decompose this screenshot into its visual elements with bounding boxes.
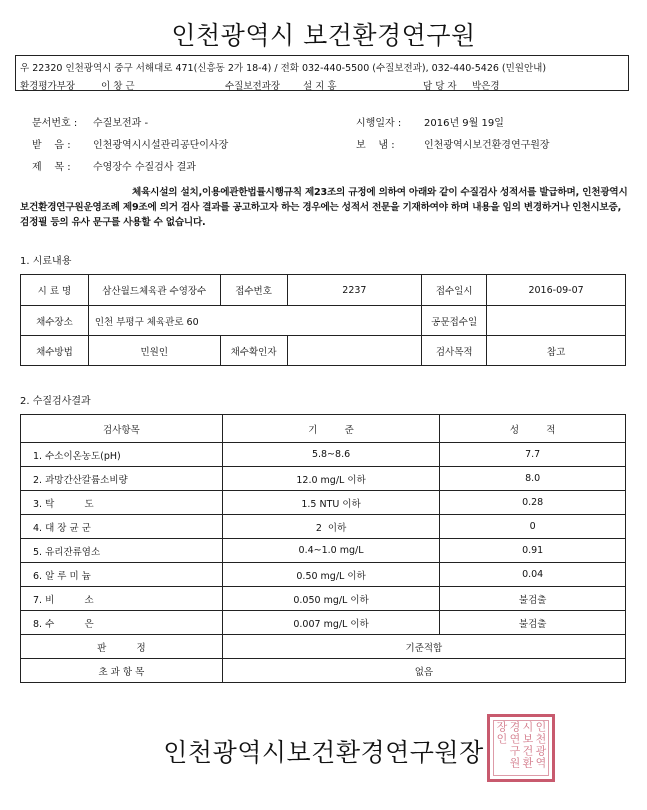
- public-date: [487, 306, 626, 336]
- judgement: 기준적합: [222, 635, 625, 659]
- body-paragraph: [20, 185, 628, 230]
- header-info-box: [15, 55, 629, 91]
- result-item: 6. 알 루 미 늄: [21, 563, 223, 587]
- result-standard: 0.050 mg/L 이하: [222, 587, 440, 611]
- result-standard: 2 이하: [222, 515, 440, 539]
- sample-row-1: [21, 275, 626, 306]
- body-text: 체육시설의 설치,이용에관한법률시행규칙 제23조의 규정에 의하여 아래와 같이 수질검사 성적서를 발급하며, 인천광역시보건환경연구원운영조례 제9조에 의거 검사 결과를 공고하고자 하는 경우에는 성적서 전문을 기재하여야 하며 내용을 임의 변경하거나 인천시보증, 검정필 등의 유사 문구를 사용할 수 없습니다.: [20, 187, 628, 228]
- exceed-row: [21, 659, 626, 683]
- result-item: 4. 대 장 균 군: [21, 515, 223, 539]
- result-item: 7. 비 소: [21, 587, 223, 611]
- header-standard: 기 준: [222, 415, 440, 443]
- result-item: 3. 탁 도: [21, 491, 223, 515]
- doc-no-label: 문서번호 :: [32, 118, 78, 129]
- result-value: 0.28: [440, 491, 626, 515]
- result-standard: 1.5 NTU 이하: [222, 491, 440, 515]
- section-1-heading: 1. 시료내용: [20, 256, 72, 267]
- results-header-row: [21, 415, 626, 443]
- result-item: 1. 수소이온농도(pH): [21, 443, 223, 467]
- sender-label: 보 냄 :: [356, 140, 395, 151]
- sample-table: [20, 274, 626, 366]
- result-item: 2. 과망간산칼륨소비량: [21, 467, 223, 491]
- result-standard: 0.4~1.0 mg/L: [222, 539, 440, 563]
- result-value: 0.04: [440, 563, 626, 587]
- sample-row-3: [21, 336, 626, 366]
- result-item: 8. 수 은: [21, 611, 223, 635]
- table-row: [21, 515, 626, 539]
- doc-no: 수질보전과 -: [93, 118, 149, 129]
- official-seal-stamp: [487, 714, 555, 782]
- staff-name-1: 이 창 근: [101, 81, 135, 92]
- result-value: 7.7: [440, 443, 626, 467]
- staff-role-3: 담 당 자: [423, 81, 457, 92]
- judgement-label: 판 정: [21, 635, 223, 659]
- recipient: 인천광역시시설관리공단이사장: [93, 140, 229, 151]
- document-title: 인천광역시 보건환경연구원: [171, 21, 476, 50]
- confirm-label: 채수확인자: [220, 336, 287, 366]
- address-line: 우 22320 인천광역시 중구 서해대로 471(신흥동 2가 18-4) / 전화 032-440-5500 (수질보전과), 032-440-5426 (민원안내): [20, 63, 547, 74]
- recv-date: 2016-09-07: [487, 275, 626, 306]
- staff-name-2: 설 지 홍: [303, 81, 337, 92]
- method-label: 채수방법: [21, 336, 89, 366]
- staff-name-3: 박은경: [472, 81, 500, 92]
- recipient-label: 받 음 :: [32, 140, 71, 151]
- method: 민원인: [88, 336, 220, 366]
- date-label: 시행일자 :: [356, 118, 402, 129]
- subject: 수영장수 수질검사 결과: [93, 162, 196, 173]
- result-standard: 12.0 mg/L 이하: [222, 467, 440, 491]
- table-row: [21, 467, 626, 491]
- sample-name-label: 시 료 명: [21, 275, 89, 306]
- result-standard: 0.50 mg/L 이하: [222, 563, 440, 587]
- recv-no: 2237: [287, 275, 422, 306]
- judgement-row: [21, 635, 626, 659]
- subject-label: 제 목 :: [32, 162, 71, 173]
- table-row: [21, 563, 626, 587]
- table-row: [21, 611, 626, 635]
- date: 2016년 9월 19일: [424, 118, 504, 129]
- header-result: 성 적: [440, 415, 626, 443]
- result-value: 0: [440, 515, 626, 539]
- footer-signature-title: 인천광역시보건환경연구원장: [163, 738, 484, 767]
- recv-date-label: 접수일시: [422, 275, 487, 306]
- table-row: [21, 539, 626, 563]
- public-date-label: 공문접수일: [422, 306, 487, 336]
- result-item: 5. 유리잔류염소: [21, 539, 223, 563]
- place: 인천 부평구 체육관로 60: [88, 306, 421, 336]
- sample-row-2: [21, 306, 626, 336]
- result-value: 8.0: [440, 467, 626, 491]
- result-value: 불검출: [440, 587, 626, 611]
- results-table: [20, 414, 626, 683]
- section-2-heading: 2. 수질검사결과: [20, 396, 91, 407]
- staff-role-2: 수질보전과장: [225, 81, 281, 92]
- staff-role-1: 환경평가부장: [20, 81, 76, 92]
- result-standard: 0.007 mg/L 이하: [222, 611, 440, 635]
- purpose: 참고: [487, 336, 626, 366]
- exceed-label: 초 과 항 목: [21, 659, 223, 683]
- result-standard: 5.8~8.6: [222, 443, 440, 467]
- seal-text: 인천광역시보건환경연구원장인: [493, 720, 549, 776]
- result-value: 0.91: [440, 539, 626, 563]
- exceed: 없음: [222, 659, 625, 683]
- header-item: 검사항목: [21, 415, 223, 443]
- confirm: [287, 336, 422, 366]
- table-row: [21, 443, 626, 467]
- purpose-label: 검사목적: [422, 336, 487, 366]
- result-value: 불검출: [440, 611, 626, 635]
- recv-no-label: 접수번호: [220, 275, 287, 306]
- sender: 인천광역시보건환경연구원장: [424, 140, 550, 151]
- sample-name: 삼산월드체육관 수영장수: [88, 275, 220, 306]
- place-label: 채수장소: [21, 306, 89, 336]
- table-row: [21, 491, 626, 515]
- table-row: [21, 587, 626, 611]
